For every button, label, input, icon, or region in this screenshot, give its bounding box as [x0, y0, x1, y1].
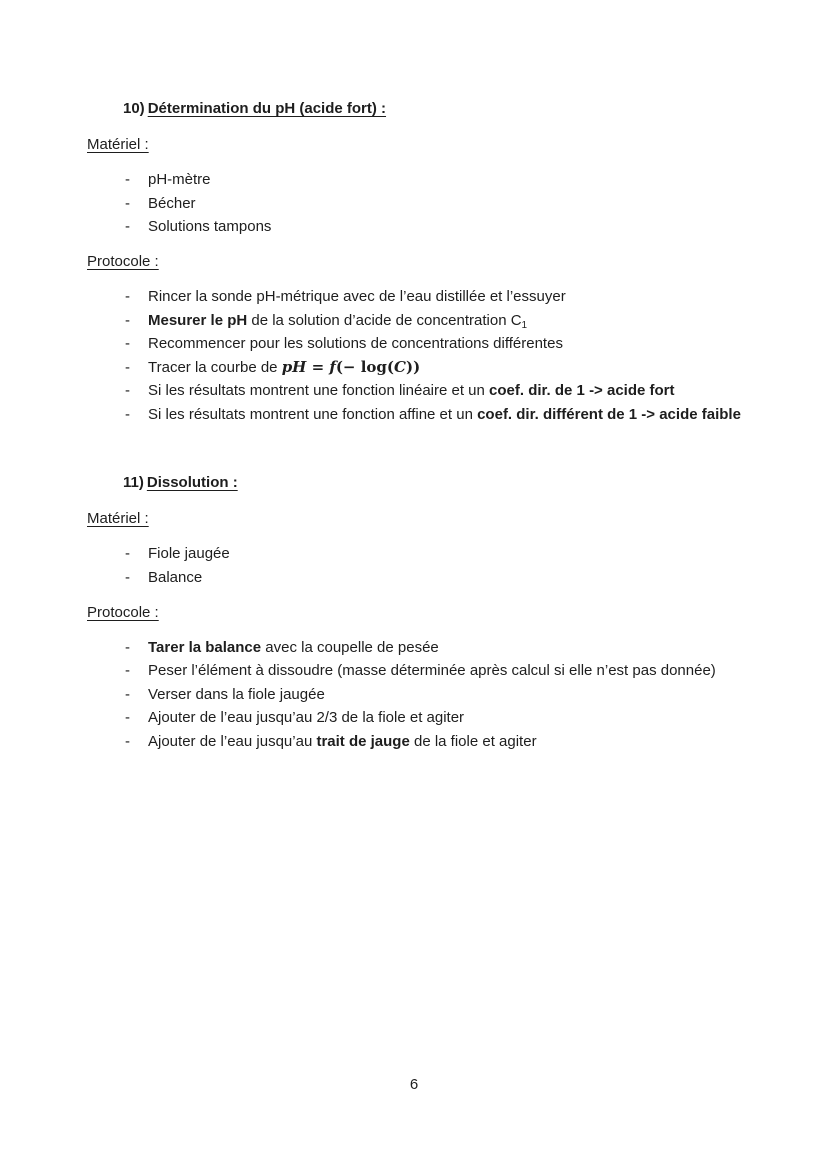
list-item: [87, 636, 747, 660]
dash-bullet: -: [125, 685, 130, 703]
list-item-text-bold: coef. dir. de 1 -> acide fort: [489, 382, 675, 399]
list-item: [87, 356, 747, 380]
list-item-text: Recommencer pour les solutions de concentrations différentes: [148, 335, 563, 352]
dash-bullet: -: [125, 568, 130, 586]
list-item-text: de la solution d’acide de concentration C: [247, 311, 522, 329]
list-item-text: de la fiole et agiter: [409, 732, 537, 750]
list-item-text-bold: Mesurer le pH: [148, 311, 248, 329]
list-item-text: avec la coupelle de pesée: [261, 638, 439, 656]
list-item-text: Tracer la courbe de: [148, 358, 282, 376]
subscript: 1: [521, 319, 528, 331]
heading-number: 11): [123, 474, 144, 491]
dash-bullet: -: [125, 662, 130, 679]
protocole-list: [87, 636, 747, 754]
list-item: [87, 683, 747, 707]
materiel-list: [87, 168, 747, 239]
list-item: [87, 285, 747, 309]
protocole-list: [87, 285, 747, 426]
heading-number: 10): [123, 100, 145, 117]
list-item: [87, 706, 747, 730]
list-item-text: Ajouter de l’eau jusqu’au 2/3 de la fiole et agiter: [148, 709, 465, 726]
dash-bullet: -: [125, 194, 130, 212]
list-item: [87, 403, 747, 427]
list-item: [87, 659, 747, 683]
dash-bullet: -: [125, 358, 130, 376]
materiel-label: Matériel :: [87, 510, 149, 527]
dash-bullet: -: [125, 405, 130, 423]
materiel-list: [87, 542, 747, 589]
list-item-text: Fiole jaugée: [148, 545, 230, 562]
list-item-text-bold: trait de jauge: [316, 732, 410, 750]
protocole-label: Protocole :: [87, 603, 159, 621]
list-item: [87, 542, 747, 566]
heading-title: Dissolution :: [146, 474, 238, 491]
ph-formula: pH = f(− log(C)): [281, 357, 421, 376]
list-item: [87, 309, 747, 333]
dash-bullet: -: [125, 382, 130, 399]
dash-bullet: -: [125, 311, 130, 329]
list-item: [87, 566, 747, 590]
materiel-label: Matériel :: [87, 136, 149, 153]
dash-bullet: -: [125, 732, 130, 750]
list-item: [87, 379, 747, 403]
list-item-text: Ajouter de l’eau jusqu’au: [148, 732, 317, 750]
dash-bullet: -: [125, 171, 130, 188]
section-11-heading: [87, 471, 747, 495]
list-item: [87, 215, 747, 239]
list-item-text: Bécher: [148, 194, 196, 212]
list-item: [87, 168, 747, 192]
dash-bullet: -: [125, 335, 130, 352]
dash-bullet: -: [125, 545, 130, 562]
list-item-text: Peser l’élément à dissoudre (masse déterminée après calcul si elle n’est pas donnée): [148, 662, 716, 679]
list-item-text: pH-mètre: [148, 171, 211, 188]
list-item-text: Verser dans la fiole jaugée: [148, 685, 325, 703]
list-item-text: Si les résultats montrent une fonction affine et un: [148, 405, 478, 423]
list-item-text: Si les résultats montrent une fonction linéaire et un: [148, 382, 490, 399]
list-item-text: Rincer la sonde pH-métrique avec de l’eau distillée et l’essuyer: [148, 288, 566, 305]
dash-bullet: -: [125, 288, 130, 305]
list-item-text: Solutions tampons: [148, 218, 272, 235]
protocole-label: Protocole :: [87, 253, 159, 270]
list-item-text-bold: Tarer la balance: [148, 638, 262, 656]
list-item: [87, 332, 747, 356]
dash-bullet: -: [125, 709, 130, 726]
list-item-text: Balance: [148, 568, 203, 586]
list-item: [87, 192, 747, 216]
list-item: [87, 730, 747, 754]
dash-bullet: -: [125, 218, 130, 235]
page-content: [87, 0, 747, 765]
dash-bullet: -: [125, 638, 130, 656]
list-item-text-bold: coef. dir. différent de 1 -> acide faible: [477, 405, 741, 423]
page-number: 6: [409, 1076, 419, 1093]
section-10-heading: [87, 97, 747, 121]
heading-title: Détermination du pH (acide fort) :: [147, 100, 387, 117]
